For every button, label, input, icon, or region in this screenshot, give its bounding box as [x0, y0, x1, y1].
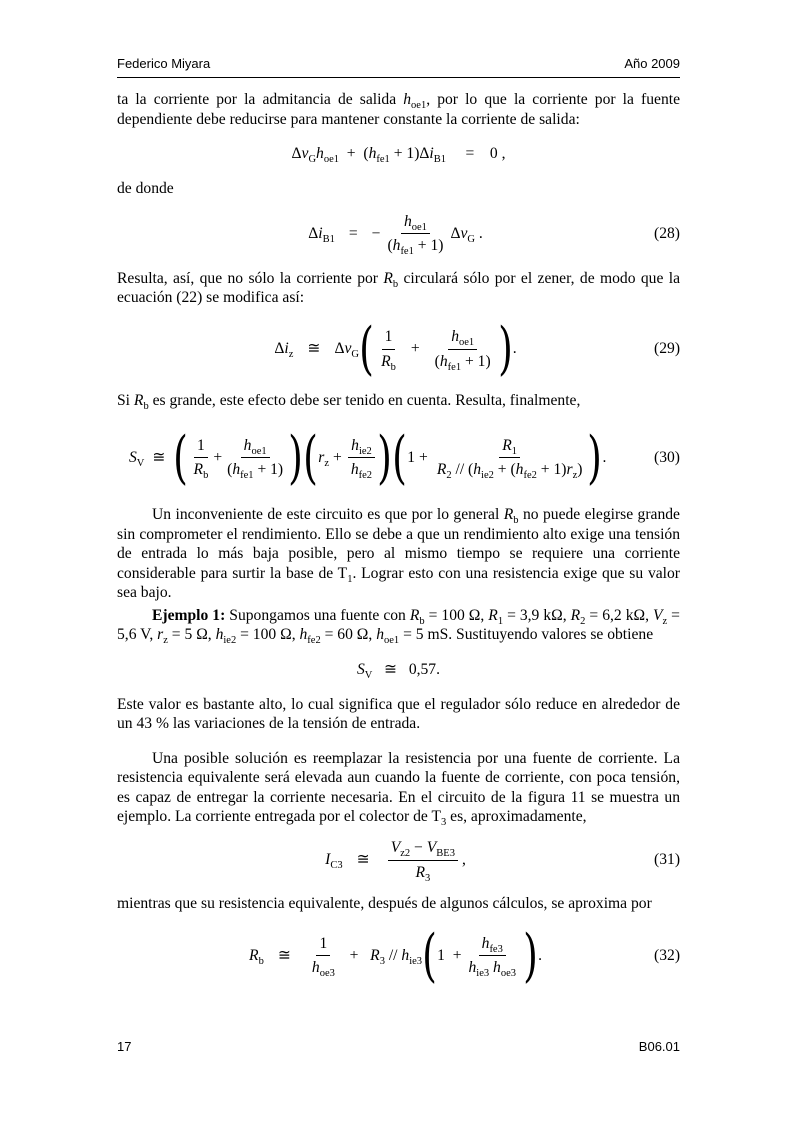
text-run: R	[436, 461, 447, 478]
text-run: 2	[580, 615, 586, 627]
text-run: (	[387, 237, 393, 254]
left-paren: (	[303, 423, 319, 491]
paragraph	[117, 749, 680, 827]
text-run: h	[376, 626, 384, 643]
text-run: oe1	[384, 635, 400, 646]
equation-factor	[334, 339, 359, 359]
text-run: b	[513, 515, 519, 526]
text-run: b	[203, 470, 209, 481]
text-run: ie2	[223, 635, 237, 646]
text-run: B1	[433, 154, 447, 166]
equation-number: (31)	[654, 851, 681, 869]
equation-28	[117, 199, 680, 269]
header-author: Federico Miyara	[117, 56, 211, 71]
text-run: r	[157, 626, 164, 643]
text-run: = 3,9 kΩ,	[503, 606, 571, 624]
text-run: h	[403, 91, 412, 108]
page-footer	[117, 1039, 680, 1054]
paragraph	[117, 90, 680, 129]
text-run: h	[473, 461, 482, 478]
text-run: v	[344, 340, 352, 358]
text-run: fe2	[307, 635, 321, 646]
equation-expression	[357, 660, 440, 680]
text-run: B1	[322, 233, 335, 245]
text-run: h	[351, 436, 359, 454]
equation-lhs	[129, 448, 144, 468]
text-run: R	[409, 606, 420, 624]
text-run: 3	[379, 955, 385, 967]
text-run: = 5 mS. Sustituyendo valores se obtiene	[399, 626, 654, 643]
fraction-denominator	[412, 861, 433, 883]
fraction	[388, 838, 458, 882]
text-run: = 60 Ω,	[320, 626, 377, 643]
text-run: Una posible solución es reemplazar la resistencia por una fuente de corriente. La resistencia equivalente será elevada aun cuando la fuente de corriente, con poca tensión, es capaz de entregar la corriente necesaria. En el circuito de la figura 11 se muestra un ejemplo. La corriente entregada por el colector de T	[117, 749, 680, 825]
fraction	[384, 212, 446, 256]
text-run: R	[381, 352, 391, 370]
text-run: h	[232, 461, 241, 478]
text-run: oe1	[411, 221, 427, 233]
fraction	[191, 436, 212, 480]
text-run: R	[488, 606, 498, 624]
text-run: (	[227, 461, 233, 478]
fraction-denominator	[466, 956, 520, 978]
equation-lhs	[308, 224, 335, 244]
text-run: Δ	[334, 340, 345, 358]
text-run: b	[258, 955, 264, 967]
text-run: oe1	[323, 154, 339, 166]
text-run: C3	[330, 860, 343, 872]
equation-number: (28)	[654, 224, 680, 242]
text-run: BE3	[436, 848, 455, 859]
page-number: 17	[117, 1039, 132, 1054]
text-run: . Lograr esto con una resistencia exige que su valor sea bajo.	[117, 564, 680, 601]
text-run: Δ	[450, 224, 461, 242]
text-run: + 1)	[536, 461, 567, 478]
text-run: h	[468, 959, 477, 976]
fraction-numerator: 1	[382, 327, 396, 350]
text-run: h	[316, 145, 324, 163]
text-run: +	[341, 946, 371, 964]
text-run: = 100 Ω,	[424, 606, 489, 624]
text-run: Supongamos una fuente con	[225, 606, 410, 624]
equation-31	[117, 827, 680, 894]
text-run: r	[318, 448, 325, 466]
text-run: + 1)	[461, 352, 491, 370]
plus-sign: +	[419, 448, 428, 466]
text-run: R	[133, 391, 144, 409]
text-run: z	[572, 470, 578, 481]
text-run: V	[652, 606, 663, 624]
left-paren: (	[173, 423, 189, 491]
text-run: r	[566, 461, 573, 478]
text-run: oe1	[458, 337, 475, 348]
text-run: i	[429, 145, 434, 163]
fraction-numerator	[348, 436, 375, 459]
text-run: ≅ 0,57.	[372, 660, 441, 678]
text-run: fe1	[240, 470, 254, 481]
equation-sign: −	[371, 224, 381, 242]
fraction-numerator	[448, 327, 477, 350]
text-run: V	[390, 839, 401, 856]
text-run: h	[481, 934, 490, 952]
paragraph	[117, 269, 680, 308]
text-run: I	[325, 851, 331, 869]
text-run: 2	[446, 470, 452, 481]
text-run: R	[415, 863, 425, 881]
text-run: S	[129, 448, 137, 466]
text-run: fe2	[358, 470, 373, 481]
fraction	[224, 436, 286, 480]
text-run: S	[356, 660, 365, 678]
text-run: ie2	[481, 470, 494, 481]
text-run: b	[390, 361, 396, 373]
text-run: circulará sólo por el zener, de modo que la ecuación (22) se modifica así:	[117, 269, 681, 306]
fraction	[432, 327, 494, 371]
text-run: ta la corriente por la admitancia de salida	[117, 91, 404, 108]
text-run: es, aproximadamente,	[446, 808, 587, 825]
text-run: ie2	[358, 445, 372, 457]
text-run: h	[215, 626, 224, 643]
text-run: Ejemplo 1:	[152, 606, 226, 624]
text-run: .	[475, 224, 483, 242]
text-run: z	[163, 635, 168, 646]
text-run: = 100 Ω,	[236, 626, 300, 643]
text-run: fe1	[376, 154, 390, 166]
paragraph	[117, 391, 680, 411]
right-paren: )	[497, 315, 513, 382]
equation-current-balance	[117, 129, 680, 179]
equation-factor	[450, 224, 482, 244]
text-run: V	[426, 839, 437, 856]
equation-relation: ≅	[277, 946, 291, 964]
paragraph	[117, 505, 680, 603]
fraction	[378, 327, 399, 371]
page-body	[117, 90, 680, 998]
equation-term: 1	[407, 448, 416, 466]
fraction-numerator: 1	[316, 934, 330, 957]
text-run: Δ	[291, 145, 302, 163]
text-run: G	[351, 349, 360, 361]
paragraph: mientras que su resistencia equivalente, después de algunos cálculos, se aproxima por	[117, 894, 652, 912]
equation-relation: =	[348, 224, 358, 242]
text-run: i	[318, 224, 323, 242]
text-run: b	[392, 278, 399, 290]
text-run: + (	[339, 145, 369, 163]
text-run: + (	[493, 461, 516, 478]
fraction-denominator	[348, 458, 375, 480]
text-run: R	[383, 269, 393, 287]
fraction-numerator: 1	[194, 436, 208, 459]
left-paren: (	[359, 315, 374, 382]
text-run: −	[410, 839, 427, 856]
text-run: h	[299, 626, 308, 643]
text-run: = 5,6 V,	[117, 606, 680, 643]
header-year: Año 2009	[624, 56, 680, 71]
paragraph: Este valor es bastante alto, lo cual significa que el regulador sólo reduce en alrededor de un 43 % las variaciones de la tensión de entrada.	[117, 695, 680, 732]
text-run: + 1)Δ	[389, 145, 430, 163]
text-run: R	[502, 436, 512, 454]
text-run: 3	[424, 872, 431, 884]
right-paren: )	[377, 423, 392, 491]
fraction-denominator	[309, 956, 338, 978]
text-run: V	[136, 457, 145, 469]
paragraph: de donde	[117, 180, 174, 197]
text-run: R	[570, 606, 581, 624]
text-run: + 1)	[253, 461, 284, 478]
text-run: //	[384, 946, 402, 964]
text-run: b	[143, 400, 149, 412]
equation-end: .	[512, 340, 517, 358]
fraction-numerator	[479, 934, 506, 957]
text-run: es grande, este efecto debe ser tenido en cuenta. Resulta, finalmente,	[148, 391, 581, 409]
left-paren: (	[392, 423, 408, 491]
document-code: B06.01	[638, 1039, 680, 1054]
text-run: 1	[511, 445, 518, 457]
equation-29	[117, 308, 680, 391]
fraction-numerator	[388, 838, 458, 861]
equation-term	[318, 448, 329, 468]
text-run: = 6,2 kΩ,	[585, 606, 653, 624]
text-run: h	[392, 237, 401, 254]
equation-32	[117, 913, 680, 998]
text-run: v	[460, 224, 468, 242]
equation-term: 1 +	[437, 946, 462, 964]
fraction	[434, 436, 586, 480]
right-paren: )	[288, 423, 304, 491]
text-run: R	[193, 461, 204, 478]
text-run: )	[577, 461, 583, 478]
text-run: h	[493, 959, 501, 976]
text-run: Δ	[274, 340, 285, 358]
text-run: oe1	[411, 100, 427, 111]
equation-end: .	[538, 946, 542, 964]
equation-number: (30)	[654, 448, 680, 466]
text-run: Δ	[308, 224, 319, 242]
right-paren: )	[523, 921, 538, 989]
fraction-numerator	[241, 436, 270, 459]
text-run: 1	[347, 573, 353, 585]
text-run: z	[288, 349, 294, 361]
fraction	[348, 436, 375, 480]
text-run: h	[451, 328, 459, 345]
equation-relation: ≅	[307, 340, 321, 358]
fraction-denominator	[434, 458, 586, 480]
page-header	[117, 56, 680, 78]
text-run: i	[284, 340, 289, 358]
text-run: R	[503, 506, 514, 523]
equation-lhs	[325, 850, 342, 870]
fraction-denominator	[384, 234, 446, 256]
fraction	[309, 934, 338, 978]
equation-lhs	[249, 946, 264, 966]
fraction-denominator	[224, 458, 286, 480]
text-run: h	[401, 946, 410, 964]
text-run: oe3	[319, 968, 335, 979]
text-run: G	[467, 233, 475, 245]
fraction-denominator	[432, 350, 494, 372]
text-run: // (	[451, 461, 474, 478]
text-run: oe3	[500, 968, 516, 979]
equation-expression	[291, 144, 505, 164]
text-run: = 5 Ω,	[167, 626, 216, 643]
text-run: h	[368, 145, 377, 163]
example-paragraph	[117, 606, 680, 645]
text-run: 3	[441, 817, 447, 828]
fraction-numerator	[401, 212, 430, 235]
text-run: fe1	[400, 246, 414, 257]
equation-end: ,	[461, 851, 466, 869]
fraction-denominator	[191, 458, 212, 480]
equation-number: (32)	[654, 946, 681, 964]
equation-sv-result	[117, 645, 680, 695]
plus-sign: +	[410, 340, 420, 358]
equation-relation: ≅	[356, 851, 370, 869]
text-run: v	[301, 145, 309, 163]
text-run: = 0 ,	[446, 145, 506, 163]
equation-term	[342, 946, 422, 966]
text-run: h	[350, 461, 359, 478]
text-run: fe2	[523, 470, 537, 481]
text-run: G	[308, 154, 317, 166]
text-run: 1	[497, 615, 504, 627]
text-run: h	[403, 212, 412, 230]
text-run: Resulta, así, que no sólo la corriente por	[117, 269, 384, 287]
plus-sign: +	[213, 448, 223, 466]
text-run: ie3	[409, 955, 423, 967]
text-run: h	[243, 436, 252, 454]
equation-number: (29)	[654, 340, 681, 358]
equation-end: .	[602, 448, 607, 466]
equation-lhs	[274, 339, 293, 359]
left-paren: (	[422, 921, 437, 989]
text-run: fe3	[489, 943, 503, 955]
right-paren: )	[587, 423, 603, 491]
text-run: (	[434, 352, 440, 370]
text-run: + 1)	[413, 237, 444, 254]
text-run: z	[324, 457, 330, 469]
plus-sign: +	[333, 448, 342, 466]
fraction-numerator	[499, 436, 520, 459]
text-run: Si	[117, 391, 134, 409]
text-run: R	[249, 946, 259, 964]
fraction	[466, 934, 520, 978]
text-run: ie3	[476, 968, 490, 979]
text-run: Un inconveniente de este circuito es que por lo general	[152, 506, 504, 523]
text-run: h	[311, 959, 320, 976]
text-run: h	[515, 461, 524, 478]
equation-30	[117, 410, 680, 505]
text-run: R	[370, 946, 380, 964]
text-run: V	[364, 669, 373, 681]
fraction-denominator	[378, 350, 399, 372]
text-run: z	[662, 615, 668, 627]
text-run: no puede elegirse grande sin comprometer el rendimiento. Ello se debe a que un rendimiento alto exige una tensión de entrada lo más baja posible, pero al mismo tiempo se requiere una corriente considerable para surtir la base de T	[117, 506, 680, 582]
text-run: b	[419, 615, 425, 627]
text-run: , por lo que la corriente por la fuente dependiente debe reducirse para mantener constante la corriente de salida:	[117, 91, 681, 128]
text-run: z2	[400, 848, 411, 859]
text-run: fe1	[447, 361, 462, 373]
text-run: oe1	[251, 445, 267, 457]
equation-relation: ≅	[152, 448, 166, 466]
text-run: h	[439, 352, 448, 370]
